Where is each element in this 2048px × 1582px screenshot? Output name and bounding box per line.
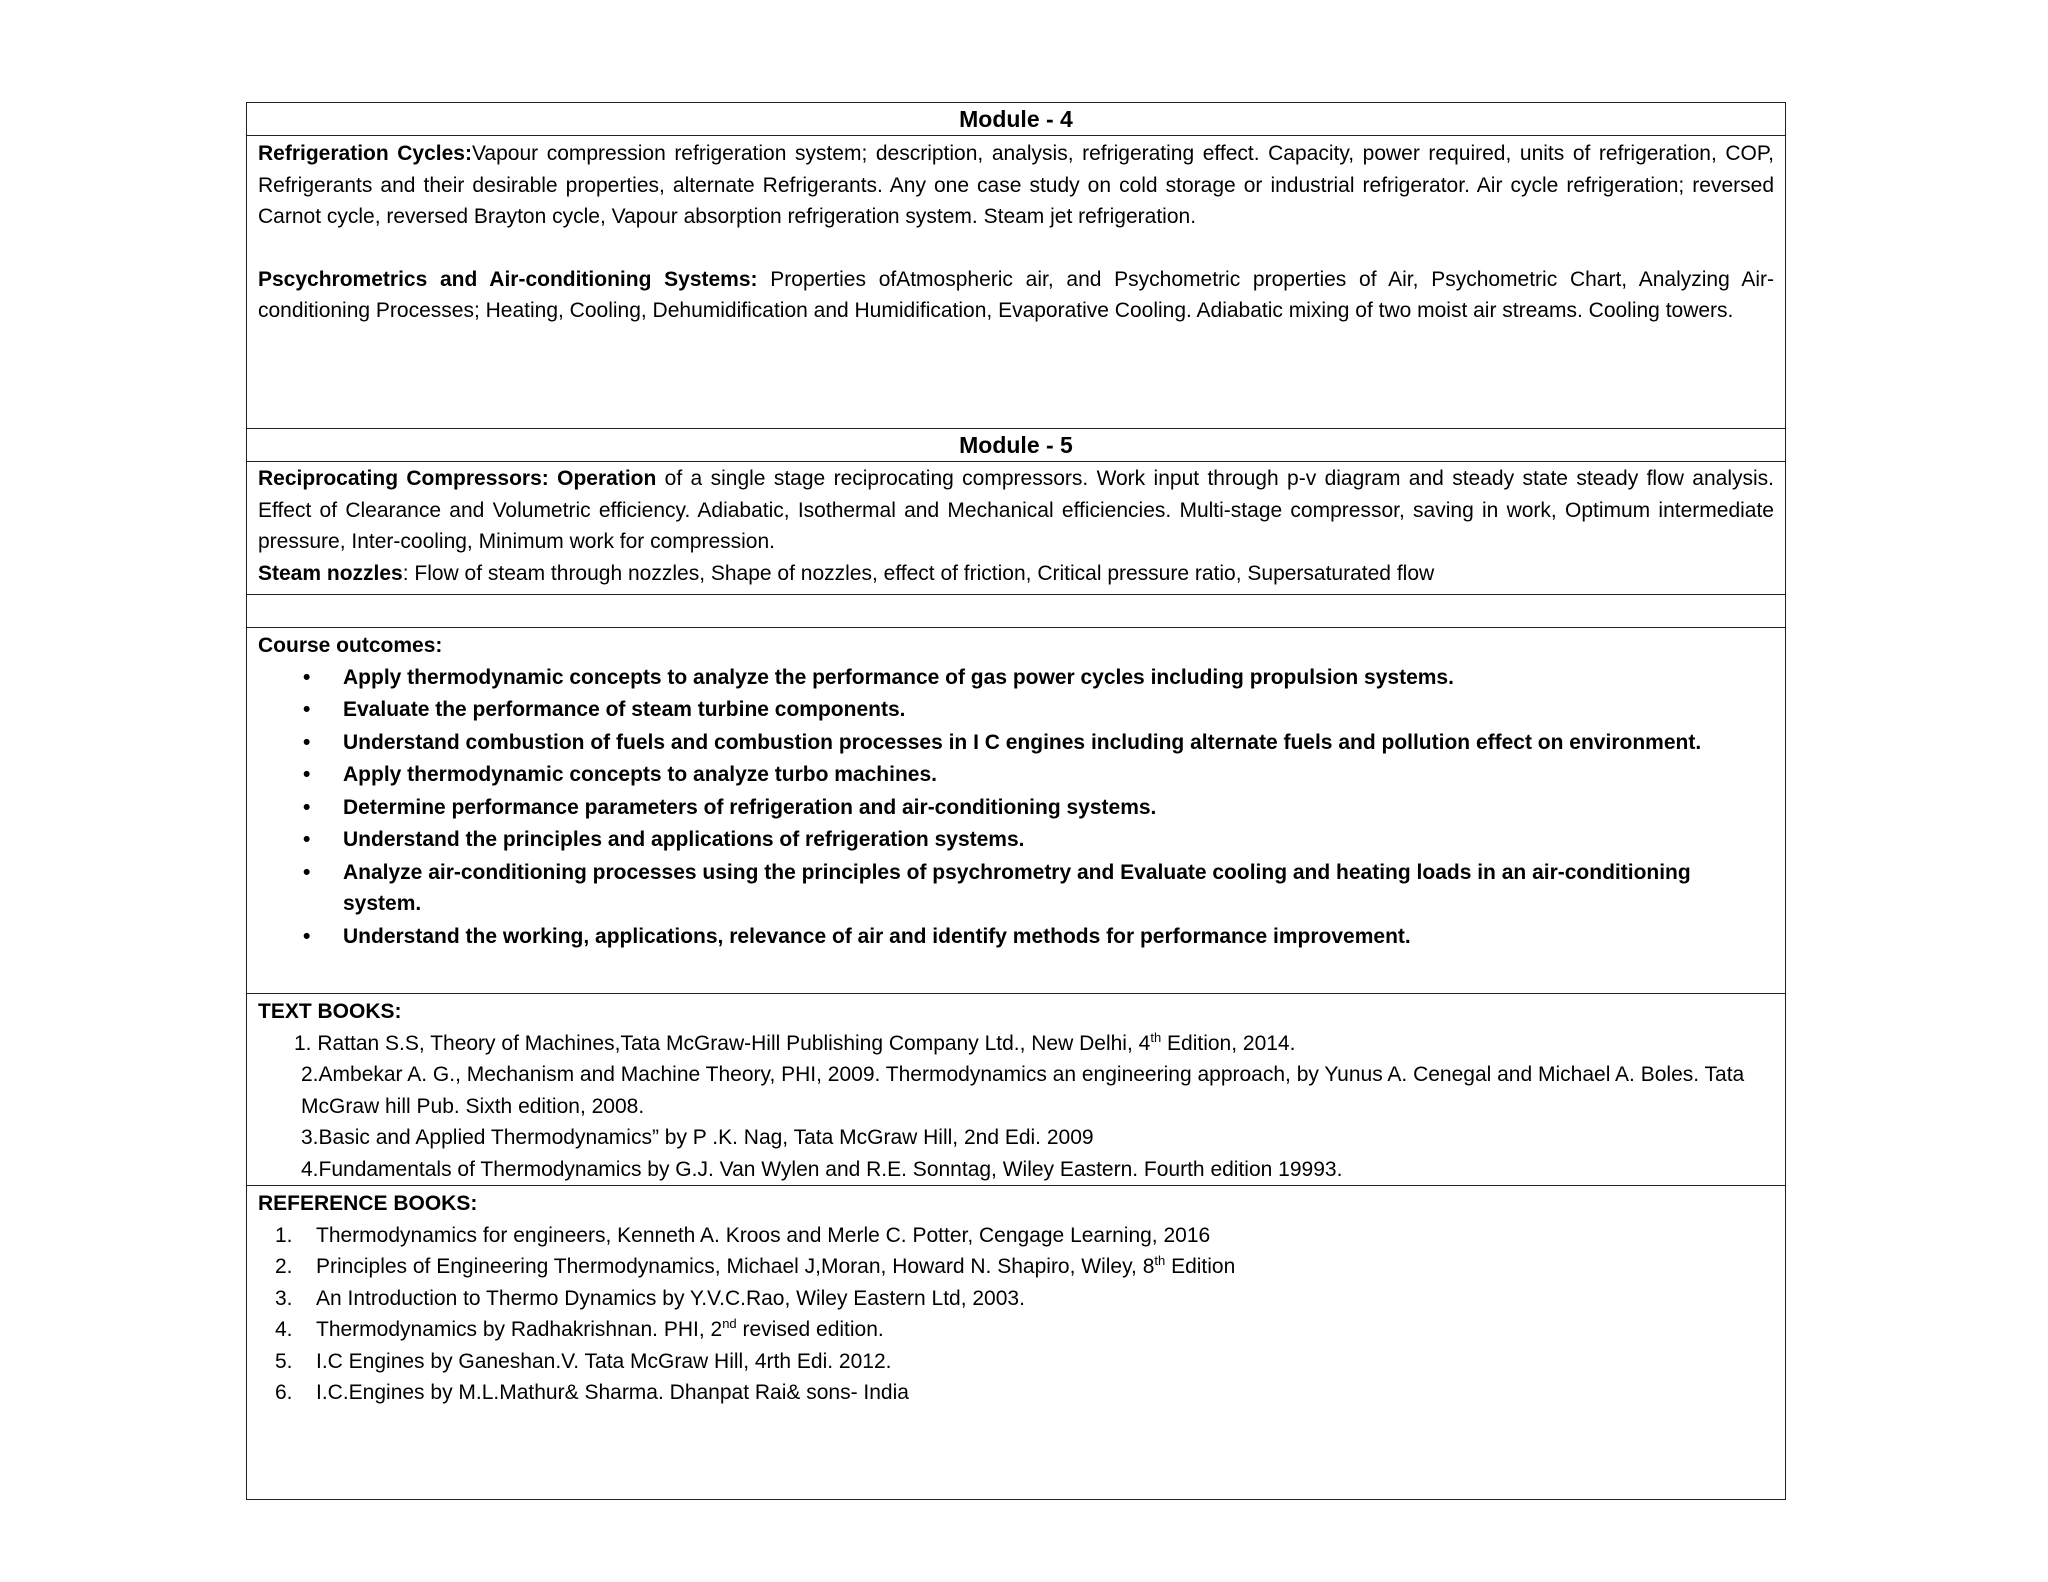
bullet-icon: • — [303, 828, 311, 851]
course-outcomes-heading: Course outcomes: — [258, 634, 443, 657]
list-item: 5. I.C Engines by Ganeshan.V. Tata McGraw Hill, 4rth Edi. 2012. — [275, 1349, 892, 1373]
bullet-icon: • — [303, 730, 311, 754]
list-item: 3. An Introduction to Thermo Dynamics by Y.V.C.Rao, Wiley Eastern Ltd, 2003. — [275, 1286, 1025, 1310]
module-4-refrigeration-paragraph — [258, 138, 1774, 233]
list-item: • Apply thermodynamic concepts to analyze the performance of gas power cycles including propulsion systems. — [258, 662, 1774, 694]
list-item: 4. Thermodynamics by Radhakrishnan. PHI, 2nd revised edition. — [275, 1316, 884, 1341]
course-outcomes-list — [258, 662, 1774, 953]
list-item: • Evaluate the performance of steam turbine components. — [258, 694, 1774, 726]
course-outcomes-section — [247, 628, 1785, 994]
bullet-icon: • — [303, 763, 311, 786]
reciprocating-compressors-heading: Reciprocating Compressors: Operation — [258, 467, 657, 490]
module-5-compressors-paragraph — [258, 463, 1774, 558]
list-item: • Understand combustion of fuels and combustion processes in I C engines including alternate fuels and pollution effect on environment. — [258, 727, 1774, 759]
psychrometrics-text: Properties ofAtmospheric air, and Psychometric properties of Air, Psychometric Chart, Analyzing Air-conditioning Processes; Heating, Cooling, Dehumidification and Humidification, Evaporative Cooling. Adiabatic mixing of two moist air streams. Cooling towers. — [258, 267, 1774, 322]
list-item: 2.Ambekar A. G., Mechanism and Machine Theory, PHI, 2009. Thermodynamics an engineering approach, by Yunus A. Cenegal and Michael A. Boles. Tata McGraw hill Pub. Sixth edition, 2008. — [301, 1063, 1745, 1118]
module-4-title: Module - 4 — [247, 103, 1785, 136]
list-item: 1. Thermodynamics for engineers, Kenneth A. Kroos and Merle C. Potter, Cengage Learning, 2016 — [275, 1223, 1211, 1247]
reference-books-heading: REFERENCE BOOKS: — [258, 1192, 478, 1215]
steam-nozzles-text: : Flow of steam through nozzles, Shape of nozzles, effect of friction, Critical pressure ratio, Supersaturated flow — [402, 561, 1435, 585]
text-books-heading: TEXT BOOKS: — [258, 1000, 402, 1023]
bullet-icon: • — [303, 860, 311, 884]
list-item: • Determine performance parameters of refrigeration and air-conditioning systems. — [258, 792, 1774, 824]
list-item: • Understand the working, applications, relevance of air and identify methods for performance improvement. — [258, 921, 1774, 953]
text-books-section — [247, 994, 1785, 1186]
module-5-title: Module - 5 — [247, 429, 1785, 462]
steam-nozzles-heading: Steam nozzles — [258, 561, 403, 585]
list-item: 6. I.C.Engines by M.L.Mathur& Sharma. Dhanpat Rai& sons- India — [275, 1381, 909, 1404]
psychrometrics-heading: Pscychrometrics and Air-conditioning Systems: — [258, 267, 758, 291]
list-item: 3.Basic and Applied Thermodynamics” by P .K. Nag, Tata McGraw Hill, 2nd Edi. 2009 — [301, 1126, 1094, 1149]
list-item: 4.Fundamentals of Thermodynamics by G.J. Van Wylen and R.E. Sonntag, Wiley Eastern. Fourth edition 19993. — [301, 1157, 1343, 1181]
module-5-nozzles-paragraph — [258, 558, 1774, 590]
bullet-icon: • — [303, 795, 311, 819]
refrigeration-cycles-heading: Refrigeration Cycles: — [258, 142, 472, 165]
list-item: 1. Rattan S.S, Theory of Machines,Tata McGraw-Hill Publishing Company Ltd., New Delhi, 4th Edition, 2014. — [294, 1029, 1296, 1055]
refrigeration-cycles-text: Vapour compression refrigeration system; description, analysis, refrigerating effect. Capacity, power required, units of refrigeration, COP, Refrigerants and their desirable properties, alternate Refrigerants. Any one case study on cold storage or industrial refrigerator. Air cycle refrigeration; reversed Carnot cycle, reversed Brayton cycle, Vapour absorption refrigeration system. Steam jet refrigeration. — [258, 142, 1774, 228]
reciprocating-compressors-text: of a single stage reciprocating compressors. Work input through p-v diagram and steady state steady flow analysis. Effect of Clearance and Volumetric efficiency. Adiabatic, Isothermal and Mechanical efficiencies. Multi-stage compressor, saving in work, Optimum intermediate pressure, Inter-cooling, Minimum work for compression. — [258, 467, 1774, 553]
empty-row — [247, 595, 1785, 628]
module-5-content — [247, 462, 1785, 595]
bullet-icon: • — [303, 924, 311, 948]
reference-books-section — [247, 1186, 1785, 1506]
bullet-icon: • — [303, 665, 311, 689]
bullet-icon: • — [303, 698, 311, 721]
list-item: • Understand the principles and applications of refrigeration systems. — [258, 824, 1774, 856]
module-4-psychrometrics-paragraph — [258, 264, 1774, 327]
list-item: • Analyze air-conditioning processes using the principles of psychrometry and Evaluate cooling and heating loads in an air-conditioning system. — [258, 857, 1774, 920]
list-item: 2. Principles of Engineering Thermodynamics, Michael J,Moran, Howard N. Shapiro, Wiley, 8th Edition — [275, 1253, 1236, 1278]
list-item: • Apply thermodynamic concepts to analyze turbo machines. — [258, 759, 1774, 791]
syllabus-table — [246, 102, 1786, 1500]
module-4-content — [247, 136, 1785, 429]
